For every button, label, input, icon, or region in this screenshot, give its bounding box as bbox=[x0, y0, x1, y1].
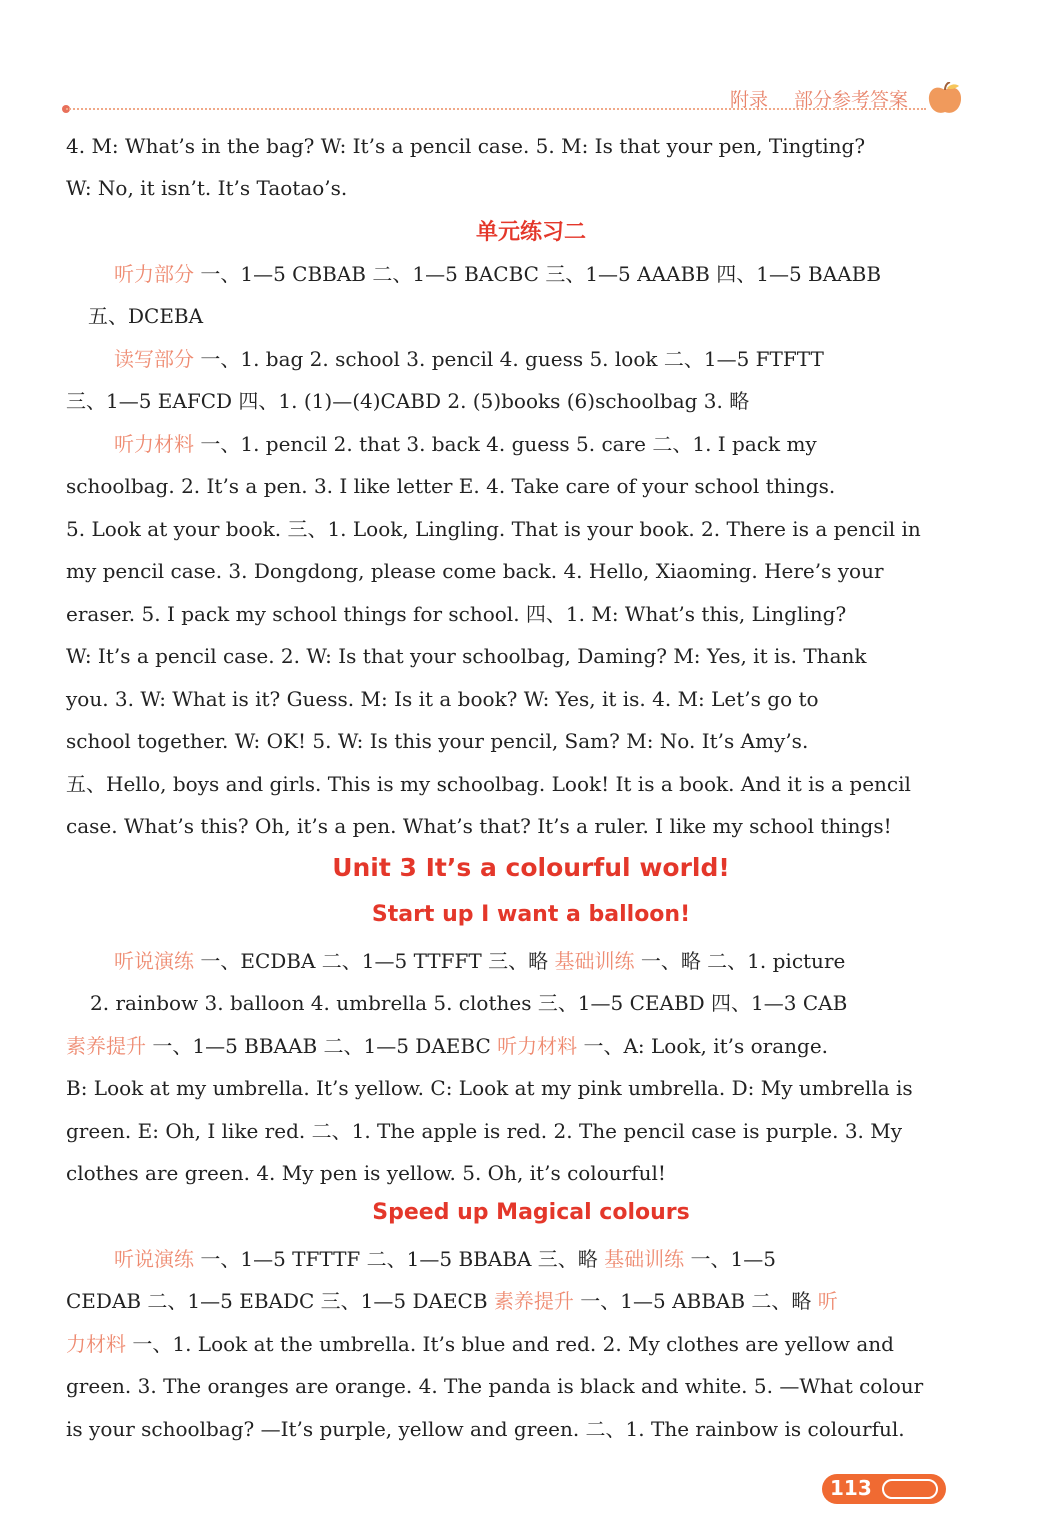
answer-text: eraser. 5. I pack my school things for school. 四、1. M: What’s this, Lingling? bbox=[66, 602, 847, 626]
answer-text: my pencil case. 3. Dongdong, please come back. 4. Hello, Xiaoming. Here’s your bbox=[66, 559, 884, 583]
answer-text: B: Look at my umbrella. It’s yellow. C: Look at my pink umbrella. D: My umbrella is bbox=[66, 1076, 913, 1100]
answer-line-l07 bbox=[114, 427, 1014, 461]
answer-line-l16 bbox=[66, 809, 966, 843]
answer-text: 五、DCEBA bbox=[88, 304, 204, 328]
section-label: 听说演练 bbox=[114, 1247, 194, 1271]
answer-line-l11 bbox=[66, 597, 966, 631]
answer-text: is your schoolbag? —It’s purple, yellow and green. 二、1. The rainbow is colourful. bbox=[66, 1417, 905, 1441]
answer-text: 一、1. pencil 2. that 3. back 4. guess 5. care 二、1. I pack my bbox=[194, 432, 817, 456]
apple-icon bbox=[926, 82, 964, 116]
answer-text: 一、ECDBA 二、1—5 TTFFT 三、略 bbox=[194, 949, 555, 973]
answer-line-l26 bbox=[66, 1369, 966, 1403]
header-divider bbox=[66, 108, 926, 110]
answer-line-l05 bbox=[114, 342, 1014, 376]
page-number: 113 bbox=[830, 1476, 872, 1500]
answer-line-l18 bbox=[90, 986, 990, 1020]
answer-text: CEDAB 二、1—5 EBADC 三、1—5 DAECB bbox=[66, 1289, 494, 1313]
answer-line-l04 bbox=[88, 299, 988, 333]
answer-line-l21 bbox=[66, 1114, 966, 1148]
answer-line-l17 bbox=[114, 944, 1014, 978]
answer-text: school together. W: OK! 5. W: Is this your pencil, Sam? M: No. It’s Amy’s. bbox=[66, 729, 809, 753]
answer-text: green. E: Oh, I like red. 二、1. The apple is red. 2. The pencil case is purple. 3. My bbox=[66, 1119, 903, 1143]
answer-line-l14 bbox=[66, 724, 966, 758]
answer-text: you. 3. W: What is it? Guess. M: Is it a book? W: Yes, it is. 4. M: Let’s go to bbox=[66, 687, 819, 711]
answer-line-l13 bbox=[66, 682, 966, 716]
section-label: 听说演练 bbox=[114, 949, 194, 973]
answer-text: clothes are green. 4. My pen is yellow. 5. Oh, it’s colourful! bbox=[66, 1161, 666, 1185]
answer-text: 一、1—5 ABBAB 二、略 bbox=[573, 1289, 818, 1313]
section-label: 力材料 bbox=[66, 1332, 126, 1356]
answer-text: 一、1. bag 2. school 3. pencil 4. guess 5. look 二、1—5 FTFTT bbox=[194, 347, 824, 371]
badge-ornament bbox=[882, 1479, 938, 1499]
header-title: 部分参考答案 bbox=[794, 89, 909, 111]
header-appendix: 附录 bbox=[730, 89, 769, 111]
answer-line-l15 bbox=[66, 767, 966, 801]
answer-line-l02 bbox=[66, 171, 966, 205]
answer-line-l25 bbox=[66, 1327, 966, 1361]
answer-line-l03 bbox=[114, 257, 1014, 291]
section-label: 听 bbox=[817, 1289, 838, 1313]
section-label: 听力材料 bbox=[497, 1034, 578, 1058]
answer-text: W: No, it isn’t. It’s Taotao’s. bbox=[66, 176, 348, 200]
h-speed-up: Speed up Magical colours bbox=[372, 1200, 690, 1225]
h-unit-practice-2: 单元练习二 bbox=[475, 220, 586, 245]
answer-text: green. 3. The oranges are orange. 4. The panda is black and white. 5. —What colour bbox=[66, 1374, 924, 1398]
answer-line-l06 bbox=[66, 384, 966, 418]
answer-text: 一、1—5 BBAAB 二、1—5 DAEBC bbox=[146, 1034, 498, 1058]
answer-text: 一、1. Look at the umbrella. It’s blue and red. 2. My clothes are yellow and bbox=[126, 1332, 894, 1356]
answer-text: 2. rainbow 3. balloon 4. umbrella 5. clothes 三、1—5 CEABD 四、1—3 CAB bbox=[90, 991, 848, 1015]
answer-text: 一、略 二、1. picture bbox=[634, 949, 846, 973]
answer-text: 一、1—5 bbox=[684, 1247, 776, 1271]
section-label: 素养提升 bbox=[493, 1289, 574, 1313]
answer-text: 一、1—5 CBBAB 二、1—5 BACBC 三、1—5 AAABB 四、1—5 BAABB bbox=[194, 262, 882, 286]
answer-line-l24 bbox=[66, 1284, 966, 1318]
page-number-badge bbox=[822, 1474, 946, 1504]
section-label: 基础训练 bbox=[554, 949, 635, 973]
section-label: 素养提升 bbox=[66, 1034, 146, 1058]
answer-line-l09 bbox=[66, 512, 966, 546]
answer-line-l01 bbox=[66, 129, 966, 163]
answer-text: 三、1—5 EAFCD 四、1. (1)—(4)CABD 2. (5)books (6)schoolbag 3. 略 bbox=[66, 389, 750, 413]
answer-line-l08 bbox=[66, 469, 966, 503]
answer-line-l19 bbox=[66, 1029, 966, 1063]
h-start-up: Start up I want a balloon! bbox=[371, 902, 691, 927]
answer-text: schoolbag. 2. It’s a pen. 3. I like letter E. 4. Take care of your school things. bbox=[66, 474, 836, 498]
answer-text: 一、A: Look, it’s orange. bbox=[577, 1034, 829, 1058]
section-label: 听力材料 bbox=[114, 432, 194, 456]
answer-line-l12 bbox=[66, 639, 966, 673]
answer-text: 5. Look at your book. 三、1. Look, Lingling. That is your book. 2. There is a pencil in bbox=[66, 517, 921, 541]
answer-text: 一、1—5 TFTTF 二、1—5 BBABA 三、略 bbox=[194, 1247, 605, 1271]
answer-text: case. What’s this? Oh, it’s a pen. What’s that? It’s a ruler. I like my school things! bbox=[66, 814, 892, 838]
h-unit-3: Unit 3 It’s a colourful world! bbox=[332, 853, 730, 882]
answer-text: 4. M: What’s in the bag? W: It’s a pencil case. 5. M: Is that your pen, Tingting? bbox=[66, 134, 866, 158]
section-label: 读写部分 bbox=[114, 347, 194, 371]
answer-text: 五、Hello, boys and girls. This is my schoolbag. Look! It is a book. And it is a pencil bbox=[66, 772, 911, 796]
answer-line-l20 bbox=[66, 1071, 966, 1105]
answer-line-l23 bbox=[114, 1242, 1014, 1276]
answer-line-l22 bbox=[66, 1156, 966, 1190]
answer-text: W: It’s a pencil case. 2. W: Is that your schoolbag, Daming? M: Yes, it is. Thank bbox=[66, 644, 867, 668]
section-label: 基础训练 bbox=[604, 1247, 685, 1271]
answer-line-l10 bbox=[66, 554, 966, 588]
section-label: 听力部分 bbox=[114, 262, 194, 286]
answer-line-l27 bbox=[66, 1412, 966, 1446]
